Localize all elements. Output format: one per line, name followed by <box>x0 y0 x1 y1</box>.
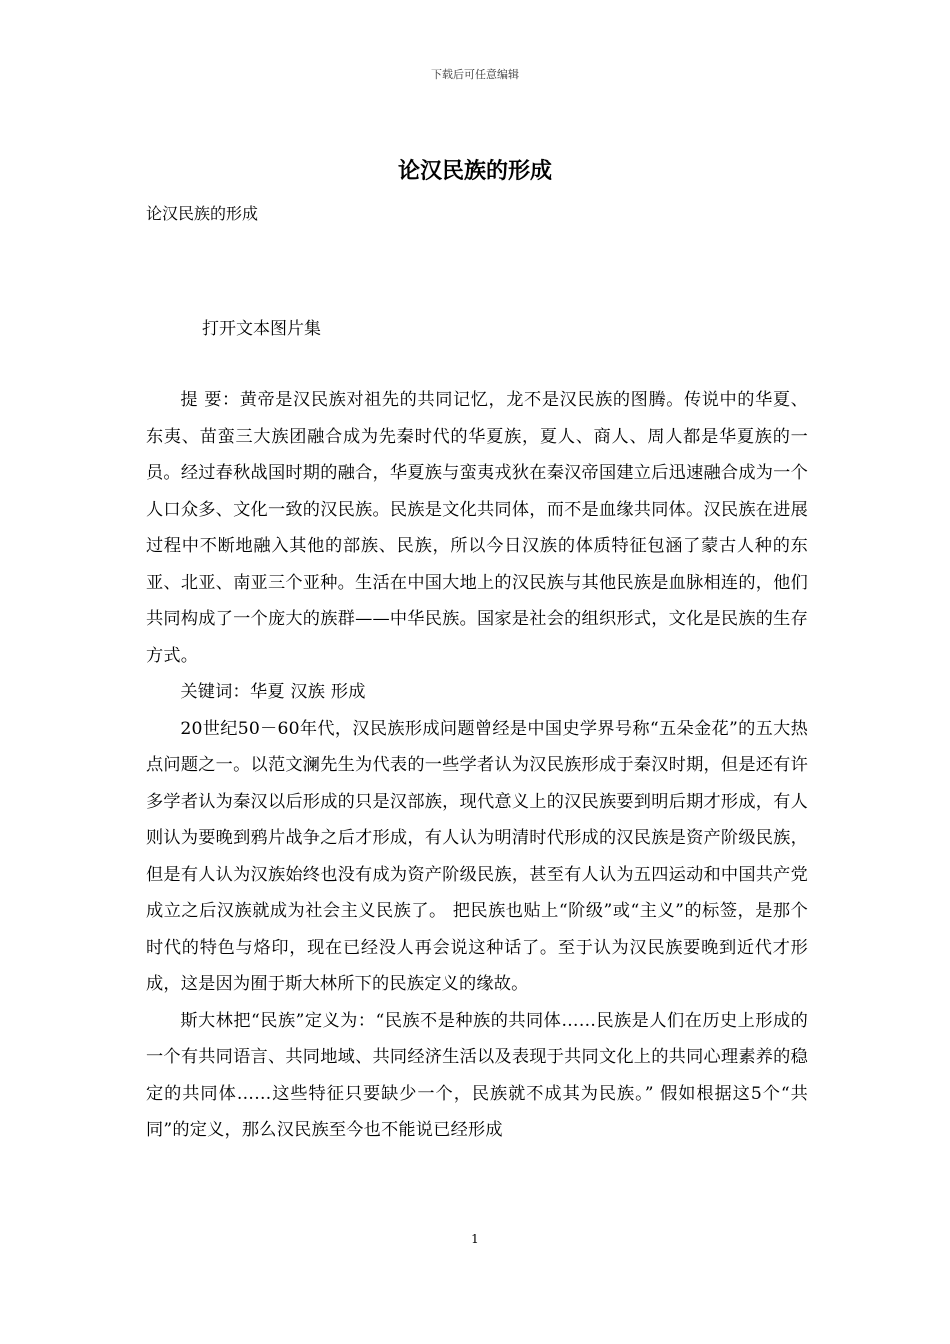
body-paragraph: 斯大林把“民族”定义为：“民族不是种族的共同体……民族是人们在历史上形成的一个有共同语言、共同地域、共同经济生活以及表现于共同文化上的共同心理素养的稳定的共同体……这些特征只要缺少一个，民族就不成其为民族。” 假如根据这5个“共同”的定义，那么汉民族至今也不能说已经形成 <box>146 1010 808 1140</box>
document-title: 论汉民族的形成 <box>397 158 552 184</box>
page-header: 下载后可任意编辑 <box>431 68 519 81</box>
open-image-gallery-link[interactable]: 打开文本图片集 <box>202 319 321 339</box>
page-number: 1 <box>471 1232 479 1246</box>
keywords-paragraph: 关键词：华夏 汉族 形成 <box>180 682 366 702</box>
document-body <box>146 382 808 1149</box>
body-paragraph: 20世纪50－60年代，汉民族形成问题曾经是中国史学界号称“五朵金花”的五大热点问题之一。以范文澜先生为代表的一些学者认为汉民族形成于秦汉时期，但是还有许多学者认为秦汉以后形成的只是汉部族，现代意义上的汉民族要到明后期才形成，有人则认为要晚到鸦片战争之后才形成，有人认为明清时代形成的汉民族是资产阶级民族，但是有人认为汉族始终也没有成为资产阶级民族，甚至有人认为五四运动和中国共产党成立之后汉族就成为社会主义民族了。 把民族也贴上“阶级”或“主义”的标签，是那个时代的特色与烙印，现在已经没人再会说这种话了。至于认为汉民族要晚到近代才形成，这是因为囿于斯大林所下的民族定义的缘故。 <box>146 718 808 994</box>
document-subtitle: 论汉民族的形成 <box>146 204 259 223</box>
abstract-paragraph: 提 要：黄帝是汉民族对祖先的共同记忆，龙不是汉民族的图腾。传说中的华夏、东夷、苗蛮三大族团融合成为先秦时代的华夏族，夏人、商人、周人都是华夏族的一员。经过春秋战国时期的融合，华夏族与蛮夷戎狄在秦汉帝国建立后迅速融合成为一个人口众多、文化一致的汉民族。民族是文化共同体，而不是血缘共同体。汉民族在进展过程中不断地融入其他的部族、民族，所以今日汉族的体质特征包涵了蒙古人种的东亚、北亚、南亚三个亚种。生活在中国大地上的汉民族与其他民族是血脉相连的，他们共同构成了一个庞大的族群——中华民族。国家是社会的组织形式，文化是民族的生存方式。 <box>146 390 808 666</box>
